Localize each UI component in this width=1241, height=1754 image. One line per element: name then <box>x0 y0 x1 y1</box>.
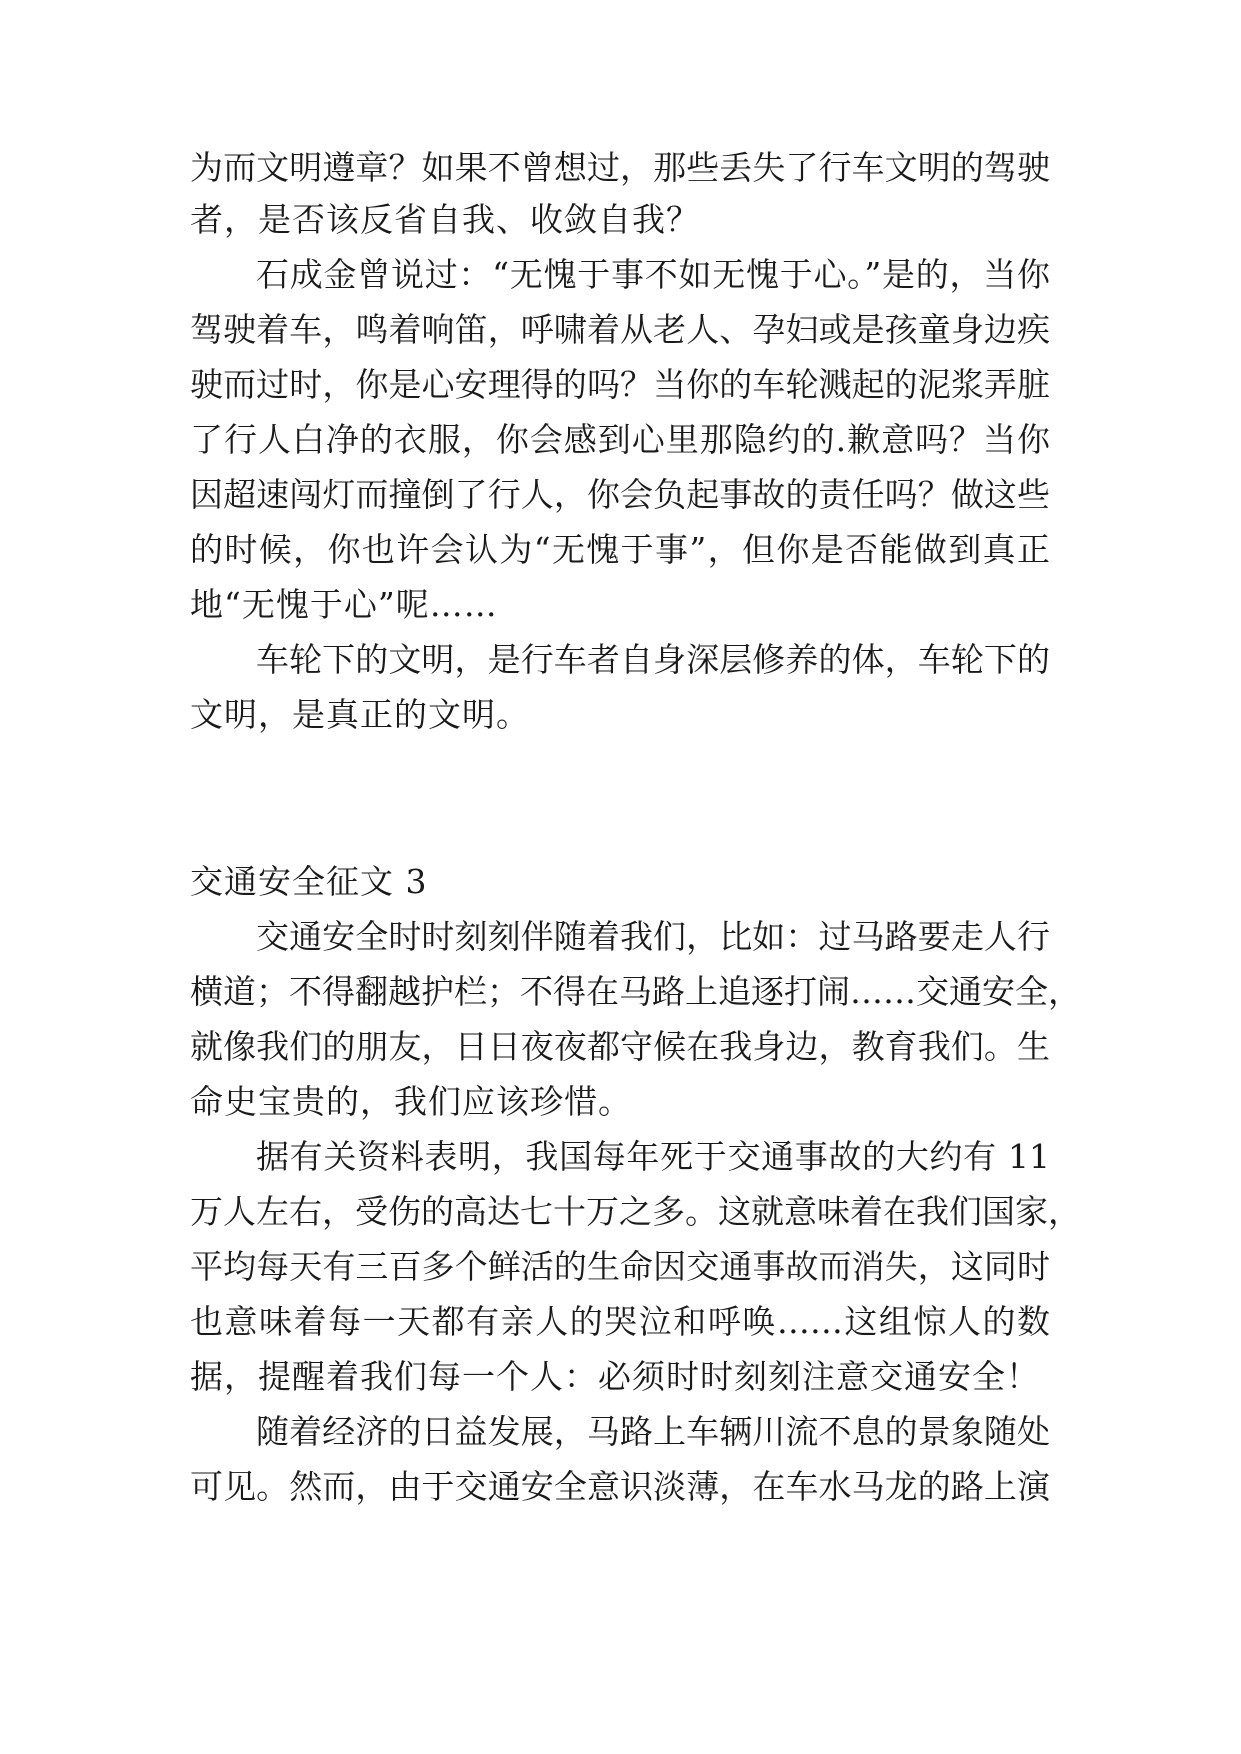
text-line: 石成金曾说过：“无愧于事不如无愧于心。”是的，当你 <box>256 255 1050 294</box>
text-line: 据，提醒着我们每一个人：必须时时刻刻注意交通安全！ <box>190 1357 1040 1396</box>
text-line: 驶而过时，你是心安理得的吗？当你的车轮溅起的泥浆弄脏 <box>190 365 1050 404</box>
text-line: 也意味着每一天都有亲人的哭泣和呼唤……这组惊人的数 <box>190 1302 1050 1341</box>
text-line: 者，是否该反省自我、收敛自我？ <box>190 200 700 239</box>
text-line: 随着经济的日益发展，马路上车辆川流不息的景象随处 <box>256 1412 1050 1451</box>
text-line: 车轮下的文明，是行车者自身深层修养的体，车轮下的 <box>256 640 1050 679</box>
text-line: 据有关资料表明，我国每年死于交通事故的大约有 11 <box>256 1137 1050 1176</box>
text-line: 因超速闯灯而撞倒了行人，你会负起事故的责任吗？做这些 <box>190 475 1050 514</box>
text-line: 万人左右，受伤的高达七十万之多。这就意味着在我们国家， <box>190 1192 1081 1231</box>
text-line: 平均每天有三百多个鲜活的生命因交通事故而消失，这同时 <box>190 1247 1050 1286</box>
text-line: 文明，是真正的文明。 <box>190 695 530 734</box>
text-line: 地“无愧于心”呢…… <box>190 585 498 624</box>
text-line: 的时候，你也许会认为“无愧于事”，但你是否能做到真正 <box>190 530 1050 569</box>
text-line: 可见。然而，由于交通安全意识淡薄，在车水马龙的路上演 <box>190 1467 1050 1506</box>
text-line: 为而文明遵章？如果不曾想过，那些丢失了行车文明的驾驶 <box>190 148 1050 187</box>
text-line: 驾驶着车，鸣着响笛，呼啸着从老人、孕妇或是孩童身边疾 <box>190 310 1050 349</box>
section-heading: 交通安全征文 3 <box>190 862 428 901</box>
text-line: 命史宝贵的，我们应该珍惜。 <box>190 1082 632 1121</box>
text-line: 了行人白净的衣服，你会感到心里那隐约的.歉意吗？当你 <box>190 420 1050 459</box>
text-line: 就像我们的朋友，日日夜夜都守候在我身边，教育我们。生 <box>190 1027 1050 1066</box>
text-line: 横道；不得翻越护栏；不得在马路上追逐打闹……交通安全， <box>190 972 1081 1011</box>
text-line: 交通安全时时刻刻伴随着我们，比如：过马路要走人行 <box>256 917 1050 956</box>
